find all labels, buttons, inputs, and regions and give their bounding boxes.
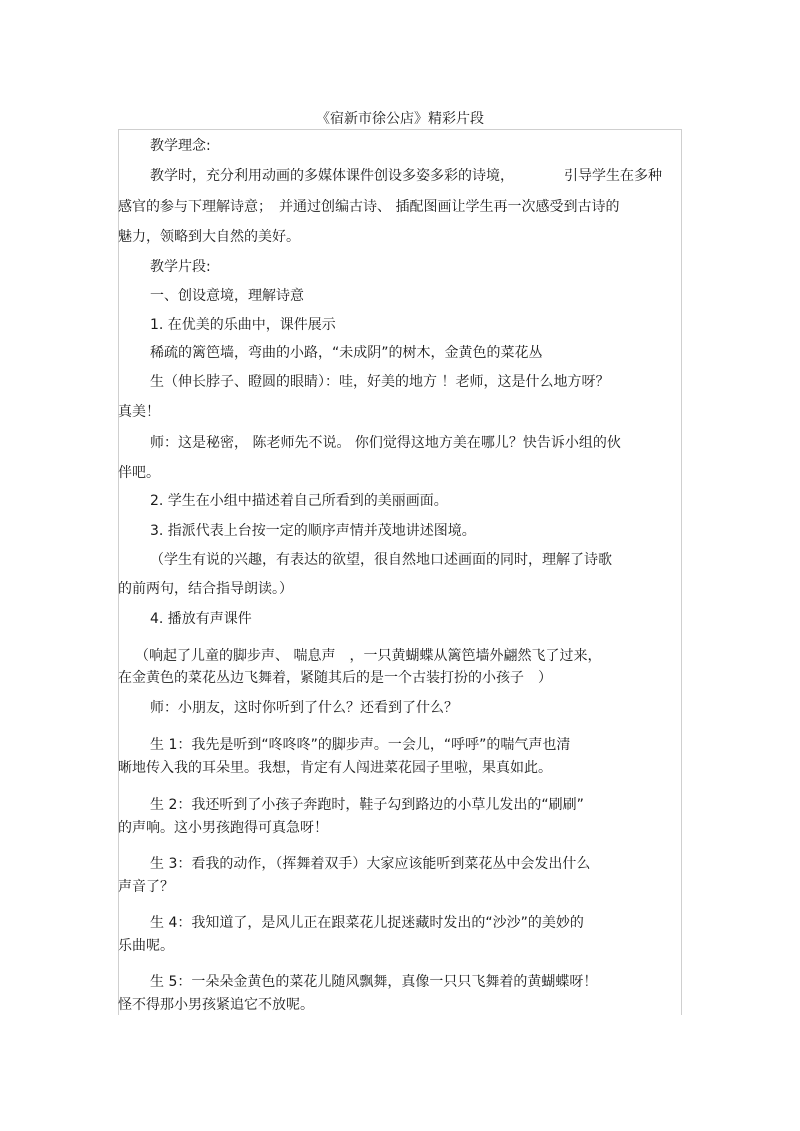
text-line: 师：这是秘密， 陈老师先不说。 你们觉得这地方美在哪儿？快告诉小组的伙 — [150, 435, 621, 451]
text-line: 乐曲呢。 — [118, 938, 174, 954]
text-line: 2. 学生在小组中描述着自己所看到的美丽画面。 — [150, 493, 448, 509]
frame-top-border — [118, 129, 682, 130]
text-line: 生 5：一朵朵金黄色的菜花儿随风飘舞，真像一只只飞舞着的黄蝴蝶呀！ — [150, 974, 598, 990]
text-line: 引导学生在多种 — [564, 168, 662, 184]
frame-right-border — [681, 129, 682, 1015]
text-line: （响起了儿童的脚步声、 喘息声 ，一只黄蝴蝶从篱笆墙外翩然飞了过来， — [135, 648, 602, 664]
section-heading-excerpt: 教学片段: — [150, 259, 211, 275]
text-line: 魅力，领略到大自然的美好。 — [118, 229, 300, 245]
subsection-heading: 一、创设意境，理解诗意 — [150, 288, 304, 304]
text-line: 声音了？ — [118, 879, 174, 895]
text-line: 的前两句，结合指导朗读。） — [118, 581, 293, 597]
text-line: 的声响。这小男孩跑得可真急呀！ — [118, 820, 328, 836]
text-line: 生 1：我先是听到“咚咚咚”的脚步声。一会儿，“呼呼”的喘气声也清 — [150, 737, 571, 753]
page-title: 《宿新市徐公店》精彩片段 — [316, 111, 484, 127]
text-line: 生 2：我还听到了小孩子奔跑时，鞋子勾到路边的小草儿发出的“刷刷” — [150, 797, 584, 813]
text-line: 生（伸长脖子、瞪圆的眼睛）：哇，好美的地方 ！老师，这是什么地方呀？ — [150, 374, 610, 390]
text-line: 怪不得那小男孩紧追它不放呢。 — [118, 997, 314, 1013]
text-line: 师：小朋友，这时你听到了什么？还看到了什么？ — [150, 700, 458, 716]
text-line: 晰地传入我的耳朵里。我想，肯定有人闯进菜花园子里啦，果真如此。 — [118, 760, 552, 776]
text-line: 生 4：我知道了，是风儿正在跟菜花儿捉迷藏时发出的“沙沙”的美妙的 — [150, 915, 584, 931]
text-line: 1. 在优美的乐曲中，课件展示 — [150, 317, 336, 333]
text-line: 教学时，充分利用动画的多媒体课件创设多姿多彩的诗境， — [150, 168, 514, 184]
text-line: （学生有说的兴趣，有表达的欲望，很自然地口述画面的同时，理解了诗歌 — [150, 552, 612, 568]
text-line: 在金黄色的菜花丛边飞舞着，紧随其后的是一个古装打扮的小孩子 ） — [118, 670, 552, 686]
text-line: 4. 播放有声课件 — [150, 611, 252, 627]
text-line: 感官的参与下理解诗意； 并通过创编古诗、 插配图画让学生再一次感受到古诗的 — [118, 199, 620, 215]
text-line: 伴吧。 — [118, 465, 160, 481]
text-line: 生 3：看我的动作，（挥舞着双手）大家应该能听到菜花丛中会发出什么 — [150, 856, 591, 872]
text-line: 真美！ — [118, 404, 160, 420]
section-heading-philosophy: 教学理念: — [150, 138, 211, 154]
text-line: 稀疏的篱笆墙，弯曲的小路，“未成阴”的树木，金黄色的菜花丛 — [150, 345, 543, 361]
text-line: 3. 指派代表上台按一定的顺序声情并茂地讲述图境。 — [150, 523, 476, 539]
